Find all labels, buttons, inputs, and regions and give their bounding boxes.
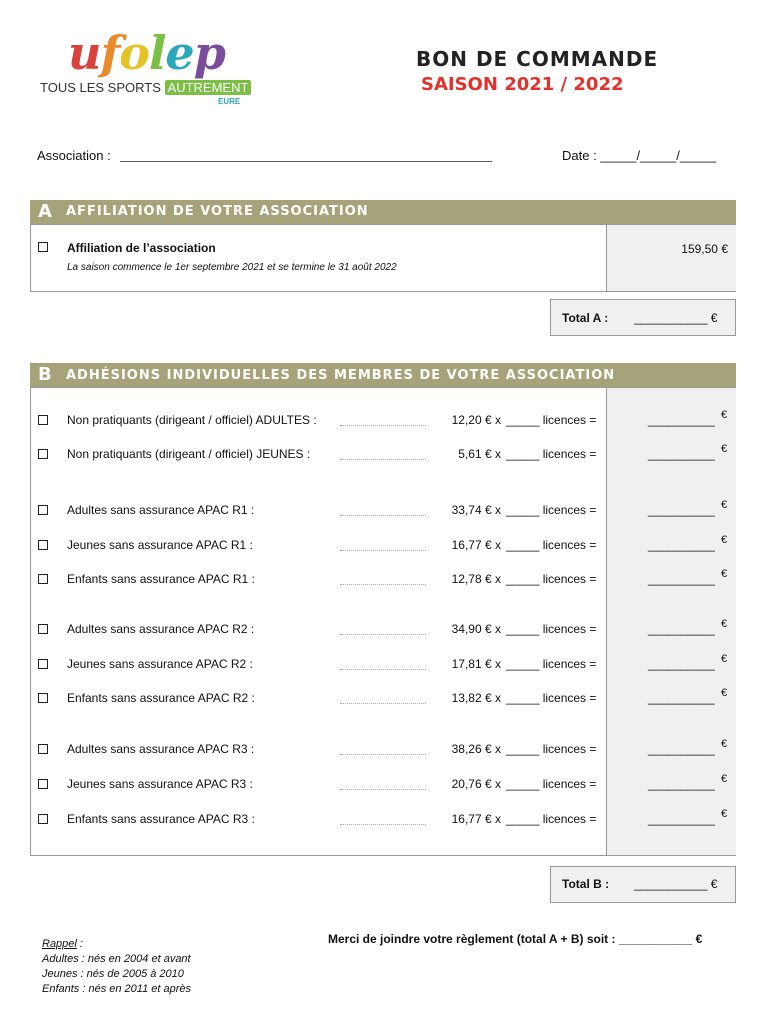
row-label: Jeunes sans assurance APAC R3 : xyxy=(67,777,253,791)
row-unit-price: 20,76 € x xyxy=(451,777,501,791)
logo-wordmark: ufolep xyxy=(68,26,225,80)
row-quantity[interactable]: _____ licences = xyxy=(506,572,597,586)
logo-tagline-1: TOUS LES SPORTS xyxy=(40,80,161,95)
row-amount[interactable]: __________ xyxy=(648,691,715,705)
affiliation-price: 159,50 € xyxy=(681,242,728,256)
section-a-price-cell xyxy=(606,225,736,291)
date-field[interactable]: Date : _____/_____/_____ xyxy=(562,148,716,163)
row-amount[interactable]: __________ xyxy=(648,622,715,636)
row-euro: € xyxy=(721,653,728,665)
row-label: Enfants sans assurance APAC R3 : xyxy=(67,812,255,826)
row-checkbox[interactable] xyxy=(38,540,48,550)
association-label: Association : xyxy=(37,148,111,163)
section-b-title: ADHÉSIONS INDIVIDUELLES DES MEMBRES DE VOTRE ASSOCIATION xyxy=(66,368,616,383)
row-checkbox[interactable] xyxy=(38,744,48,754)
row-amount[interactable]: __________ xyxy=(648,657,715,671)
row-quantity[interactable]: _____ licences = xyxy=(506,657,597,671)
total-b-label: Total B : xyxy=(562,877,610,891)
row-unit-price: 13,82 € x xyxy=(451,691,501,705)
row-checkbox[interactable] xyxy=(38,449,48,459)
section-a-letter: A xyxy=(38,201,52,222)
row-label: Non pratiquants (dirigeant / officiel) ADULTES : xyxy=(67,413,317,427)
row-unit-price: 34,90 € x xyxy=(451,622,501,636)
row-quantity[interactable]: _____ licences = xyxy=(506,622,597,636)
row-checkbox[interactable] xyxy=(38,505,48,515)
row-label: Enfants sans assurance APAC R2 : xyxy=(67,691,255,705)
row-checkbox[interactable] xyxy=(38,415,48,425)
row-checkbox[interactable] xyxy=(38,814,48,824)
row-amount[interactable]: __________ xyxy=(648,503,715,517)
row-amount[interactable]: __________ xyxy=(648,812,715,826)
row-euro: € xyxy=(721,808,728,820)
reminder-suffix: : xyxy=(76,938,83,950)
page-title: BON DE COMMANDE xyxy=(416,47,659,71)
affiliation-label: Affiliation de l’association xyxy=(67,241,216,255)
row-euro: € xyxy=(721,687,728,699)
row-unit-price: 5,61 € x xyxy=(458,447,501,461)
row-amount[interactable]: __________ xyxy=(648,742,715,756)
logo-region: EURE xyxy=(218,97,241,106)
row-quantity[interactable]: _____ licences = xyxy=(506,742,597,756)
row-euro: € xyxy=(721,443,728,455)
row-quantity[interactable]: _____ licences = xyxy=(506,447,597,461)
row-quantity[interactable]: _____ licences = xyxy=(506,413,597,427)
row-unit-price: 38,26 € x xyxy=(451,742,501,756)
association-field[interactable] xyxy=(120,161,492,162)
row-label: Adultes sans assurance APAC R3 : xyxy=(67,742,255,756)
row-unit-price: 17,81 € x xyxy=(451,657,501,671)
row-unit-price: 16,77 € x xyxy=(451,538,501,552)
logo-tagline-2: AUTREMENT xyxy=(165,80,252,95)
row-label: Enfants sans assurance APAC R1 : xyxy=(67,572,255,586)
row-unit-price: 16,77 € x xyxy=(451,812,501,826)
row-quantity[interactable]: _____ licences = xyxy=(506,812,597,826)
row-euro: € xyxy=(721,534,728,546)
row-euro: € xyxy=(721,409,728,421)
row-quantity[interactable]: _____ licences = xyxy=(506,691,597,705)
season-note: La saison commence le 1er septembre 2021 et se termine le 31 août 2022 xyxy=(67,262,397,273)
affiliation-checkbox[interactable] xyxy=(38,242,48,252)
row-label: Non pratiquants (dirigeant / officiel) JEUNES : xyxy=(67,447,311,461)
row-euro: € xyxy=(721,568,728,580)
row-euro: € xyxy=(721,499,728,511)
row-amount[interactable]: __________ xyxy=(648,413,715,427)
row-euro: € xyxy=(721,738,728,750)
page-subtitle: SAISON 2021 / 2022 xyxy=(421,74,624,95)
row-label: Adultes sans assurance APAC R1 : xyxy=(67,503,255,517)
ufolep-logo xyxy=(40,26,260,110)
row-amount[interactable]: __________ xyxy=(648,777,715,791)
row-amount[interactable]: __________ xyxy=(648,572,715,586)
row-unit-price: 33,74 € x xyxy=(451,503,501,517)
reminder-block xyxy=(42,937,191,997)
reminder-youth: Jeunes : nés de 2005 à 2010 xyxy=(42,968,184,980)
row-euro: € xyxy=(721,618,728,630)
section-b-letter: B xyxy=(38,364,52,385)
row-euro: € xyxy=(721,773,728,785)
row-amount[interactable]: __________ xyxy=(648,447,715,461)
row-checkbox[interactable] xyxy=(38,659,48,669)
row-checkbox[interactable] xyxy=(38,693,48,703)
row-quantity[interactable]: _____ licences = xyxy=(506,777,597,791)
row-checkbox[interactable] xyxy=(38,574,48,584)
row-checkbox[interactable] xyxy=(38,779,48,789)
row-label: Jeunes sans assurance APAC R2 : xyxy=(67,657,253,671)
section-a-title: AFFILIATION DE VOTRE ASSOCIATION xyxy=(66,204,369,219)
reminder-title: Rappel xyxy=(42,938,77,950)
reminder-children: Enfants : nés en 2011 et après xyxy=(42,983,192,995)
row-amount[interactable]: __________ xyxy=(648,538,715,552)
row-quantity[interactable]: _____ licences = xyxy=(506,503,597,517)
reminder-adults: Adultes : nés en 2004 et avant xyxy=(42,953,191,965)
row-quantity[interactable]: _____ licences = xyxy=(506,538,597,552)
payment-note: Merci de joindre votre règlement (total A + B) soit : ___________ € xyxy=(328,932,703,946)
total-b-value[interactable]: ___________ € xyxy=(634,877,718,891)
row-unit-price: 12,78 € x xyxy=(451,572,501,586)
row-checkbox[interactable] xyxy=(38,624,48,634)
row-unit-price: 12,20 € x xyxy=(451,413,501,427)
logo-tagline xyxy=(40,80,251,95)
total-a-label: Total A : xyxy=(562,311,609,325)
total-a-value[interactable]: ___________ € xyxy=(634,311,718,325)
row-label: Jeunes sans assurance APAC R1 : xyxy=(67,538,253,552)
row-label: Adultes sans assurance APAC R2 : xyxy=(67,622,255,636)
